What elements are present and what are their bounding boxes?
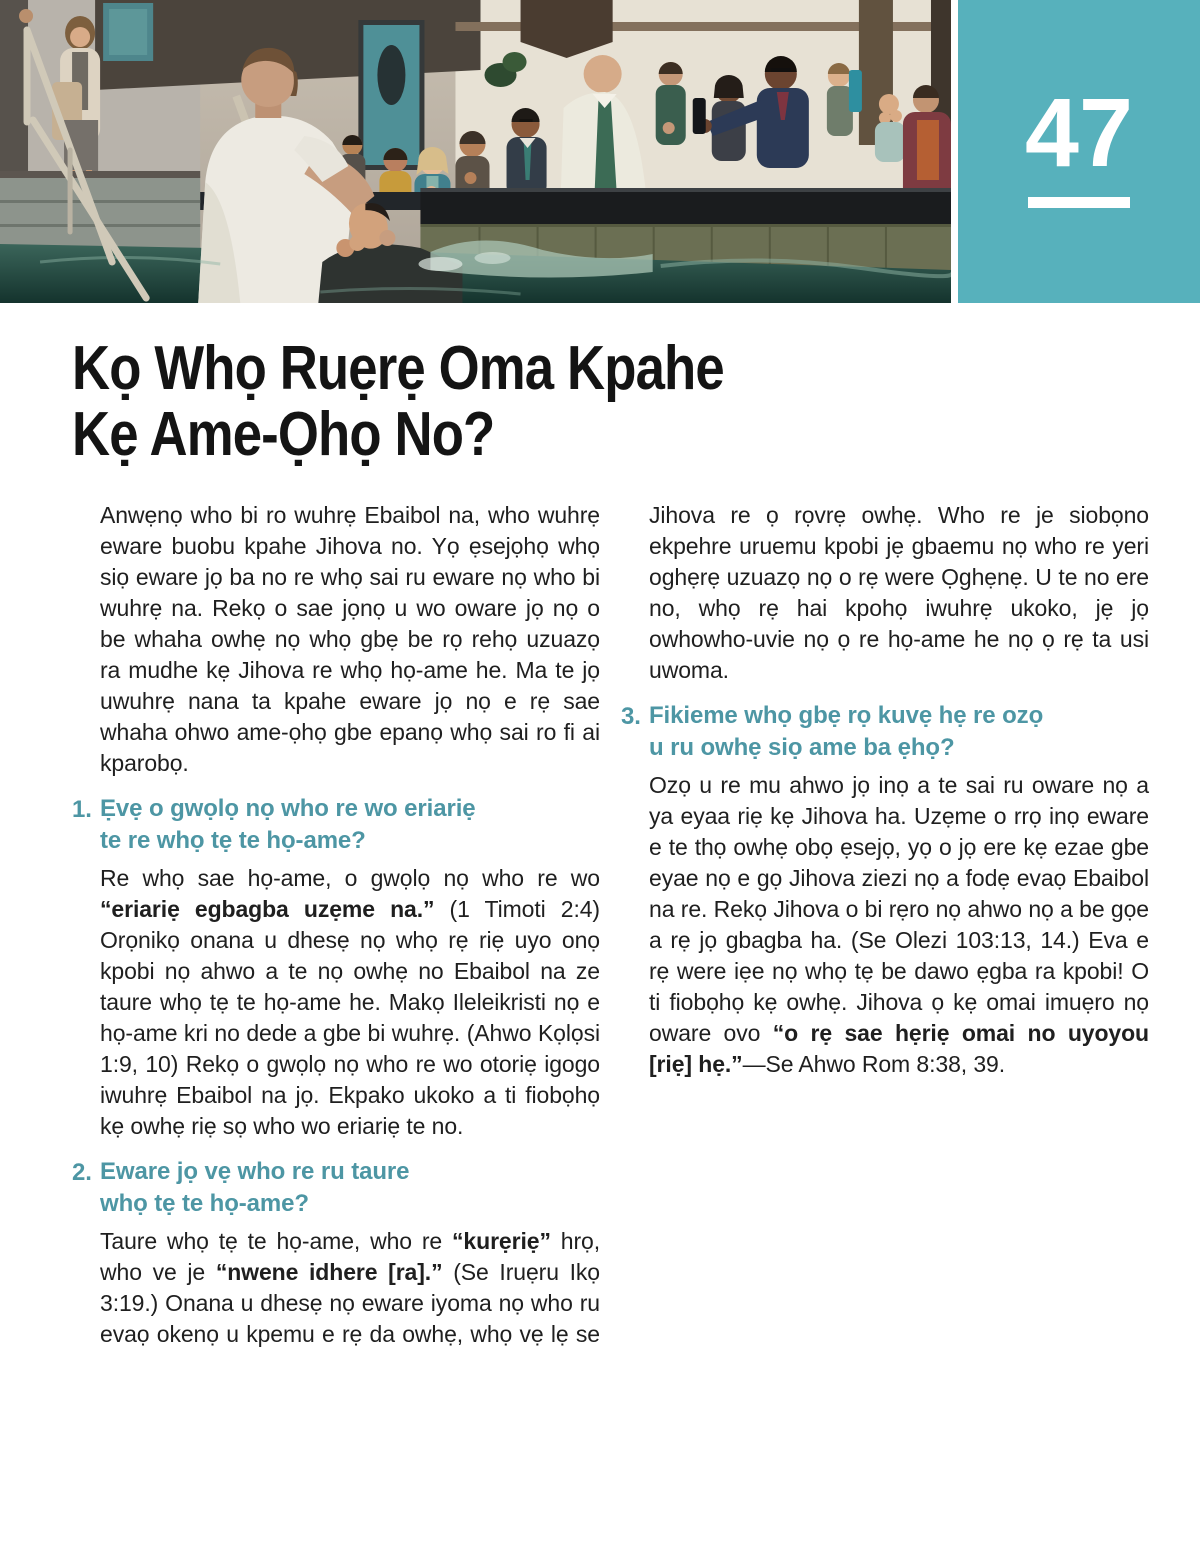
baptism-photo-illustration <box>0 0 951 303</box>
question-3 <box>621 700 1149 1080</box>
column-left <box>72 500 600 1363</box>
question-2-number: 2. <box>72 1159 92 1186</box>
question-2-heading <box>100 1156 600 1220</box>
question-2-heading-line-1: Eware jọ vẹ who re ru taure <box>100 1158 410 1185</box>
question-3-heading-line-1: Fikieme whọ gbẹ rọ kuvẹ hẹ re ozọ <box>649 702 1044 729</box>
question-1-paragraph: Re whọ sae họ-ame, o gwọlọ nọ who re wo “eriariẹ egbagba uzẹme na.” (1 Timoti 2:4) Orọnikọ onana u dhesẹ nọ whọ rẹ riẹ uyo onọ kpobi nọ ahwo a te nọ owhẹ no Ebaibol na ze taure whọ tẹ te họ-ame he. Makọ Ileleikristi nọ e họ-ame kri no dede a gbe bi wuhrẹ. (Ahwo Kọlọsi 1:9, 10) Rekọ o gwọlọ nọ who re wo otoriẹ igogo iwuhrẹ Ebaibol na jọ. Ekpako ukoko a ti fiobọhọ kẹ owhẹ riẹ sọ who wo eriariẹ te no. <box>100 865 600 1139</box>
question-3-heading <box>649 700 1149 764</box>
question-2-paragraph-continued: Jihova re ọ rọvrẹ owhẹ. Who re je siobọno ekpehre uruemu kpobi jẹ gbaemu nọ who re yeri oghẹrẹ uzuazọ nọ o rẹ were Ọghẹnẹ. U te no ere no, whọ rẹ hai kpohọ iwuhrẹ ukoko, jẹ jọ owhowho-uvie nọ ọ re họ-ame he nọ ọ rẹ ta usi uwoma. <box>649 502 1149 683</box>
baptism-photo <box>0 0 951 303</box>
question-1-heading-line-1: Ẹvẹ o gwọlọ nọ who re wo eriariẹ <box>100 795 476 822</box>
question-1-heading <box>100 793 600 857</box>
question-2-heading-line-2: whọ tẹ te họ-ame? <box>100 1190 309 1217</box>
question-1-number: 1. <box>72 796 92 823</box>
question-2-paragraph: Taure whọ tẹ te họ-ame, who re “kurẹriẹ” hrọ, who ve je “nwene idhere [ra].” (Se Iruẹru Ikọ 3:19.) Onana u dhesẹ nọ eware iyoma nọ who ru evaọ okenọ u kpemu e rẹ da owhẹ, whọ vẹ lẹ se <box>100 1228 600 1347</box>
lesson-number-box <box>958 0 1200 303</box>
intro-paragraph: Anwẹnọ who bi ro wuhrẹ Ebaibol na, who wuhrẹ eware buobu kpahe Jihova no. Yọ ẹsejọhọ whọ siọ eware jọ ba no re whọ sai ru eware nọ who bi wuhrẹ na. Rekọ o sae jọnọ u wo oware jọ nọ o be whaha owhẹ nọ whọ gbẹ be rọ rehọ uzuazọ ra mudhe kẹ Jihova re whọ họ-ame he. Ma te jọ uwuhrẹ nana ta kpahe eware jọ nọ e rẹ sae whaha ohwo ame-ọhọ gbe epanọ whọ sai ro fi ai kparobọ. <box>100 502 600 776</box>
question-3-heading-line-2: u ru owhẹ siọ ame ba ẹhọ? <box>649 734 955 761</box>
page-title <box>72 336 724 468</box>
lesson-number: 47 <box>1025 78 1133 187</box>
page-title-line-1: Kọ Whọ Ruẹrẹ Oma Kpahe <box>72 334 724 403</box>
question-1-heading-line-2: te re whọ tẹ te họ-ame? <box>100 827 366 854</box>
lesson-number-rule <box>1028 197 1130 208</box>
question-1 <box>72 793 600 1142</box>
question-2 <box>72 1156 600 1350</box>
question-3-paragraph: Ozọ u re mu ahwo jọ inọ a te sai ru oware nọ a ya eyaa riẹ kẹ Jihova ha. Uzẹme o rrọ inọ eware e te thọ owhẹ obọ ẹsejọ, yọ o jọ ere kẹ ezae gbe eyae nọ e gọ Jihova ziezi nọ a fodẹ evaọ Ebaibol na re. Rekọ Jihova o bi rẹro nọ ahwo nọ a be gọe a rẹ jọ gbagba ha. (Se Olezi 103:13, 14.) Eva e rẹ were iẹe nọ whọ tẹ be dawo ẹgba ra kpobi! O ti fiobọhọ kẹ owhẹ. Jihova ọ kẹ omai imuẹro nọ oware ovo “o rẹ sae hẹriẹ omai no uyoyou [riẹ] hẹ.”—Se Ahwo Rom 8:38, 39. <box>649 772 1149 1077</box>
page-title-line-2: Kẹ Ame-Ọhọ No? <box>72 400 495 469</box>
column-right <box>621 500 1149 1093</box>
photo-pool-rim <box>420 188 951 224</box>
question-3-number: 3. <box>621 703 641 730</box>
